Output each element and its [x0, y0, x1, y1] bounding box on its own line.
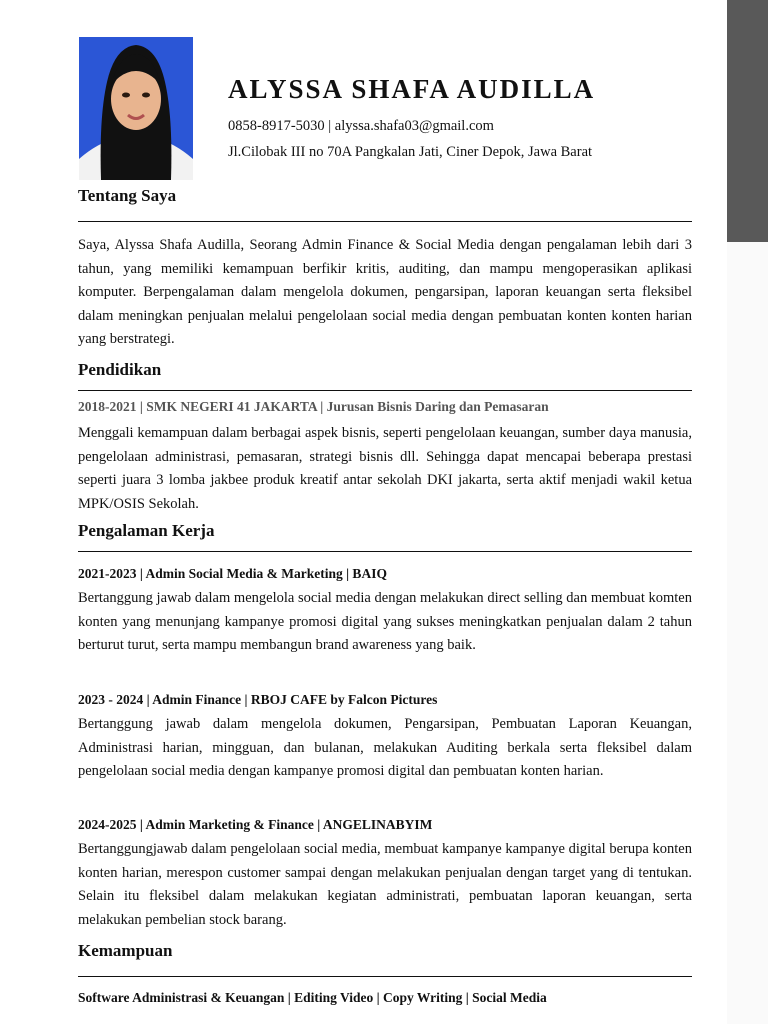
address-line: Jl.Cilobak III no 70A Pangkalan Jati, Ciner Depok, Jawa Barat [228, 144, 593, 160]
full-name: ALYSSA SHAFA AUDILLA [228, 74, 596, 104]
profile-photo [79, 37, 193, 180]
section-title-skills: Kemampuan [78, 941, 173, 960]
scrollbar[interactable] [727, 0, 768, 1024]
job-description: Bertanggung jawab dalam mengelola social media dengan melakukan direct selling dan membuat komten konten yang menunjang kampanye promosi digital yang sukses meningkatkan penjualan dalam 2 tahun berturut turut, serta mampu membangun brand awareness yang baik. [78, 590, 692, 653]
section-title-experience: Pengalaman Kerja [78, 521, 215, 540]
job-heading: 2021-2023 | Admin Social Media & Marketing | BAIQ [78, 566, 387, 581]
about-text: Saya, Alyssa Shafa Audilla, Seorang Admin Finance & Social Media dengan pengalaman lebih dari 3 tahun, yang memiliki kemampuan berfikir kritis, auditing, dan mampu mengoperasikan aplikasi komputer. Berpengalaman dalam mengelola dokumen, pengarsipan, laporan keuangan serta fleksibel dalam meningkan penjualan melalui pengelolaan social media dengan pembuatan konten konten harian yang berstrategi. [78, 237, 692, 347]
education-text: Menggali kemampuan dalam berbagai aspek bisnis, seperti pengelolaan keuangan, sumber daya manusia, pengelolaan administrasi, pemasaran, strategi bisnis dll. Sehingga dapat mencapai beberapa prestasi seperti juara 3 lomba jakbee produk kreatif antar sekolah DKI jakarta, serta aktif menjadi wakil ketua MPK/OSIS Sekolah. [78, 425, 692, 512]
section-title-about: Tentang Saya [78, 186, 177, 205]
job-heading: 2023 - 2024 | Admin Finance | RBOJ CAFE by Falcon Pictures [78, 692, 438, 707]
contact-line: 0858-8917-5030 | alyssa.shafa03@gmail.com [228, 118, 494, 134]
education-heading: 2018-2021 | SMK NEGERI 41 JAKARTA | Jurusan Bisnis Daring dan Pemasaran [78, 399, 549, 414]
scrollbar-thumb[interactable] [727, 0, 768, 242]
job-description: Bertanggungjawab dalam pengelolaan social media, membuat kampanye kampanye digital berupa konten konten harian, merespon customer sampai dengan melakukan penjualan dengan target yang di tentukan. Selain itu fleksibel dalam melakukan kegiatan administrati, pembuatan laporan keuangan, serta melakukan pembelian stock barang. [78, 841, 692, 928]
section-title-education: Pendidikan [78, 360, 162, 379]
divider [78, 551, 692, 552]
skills-list: Software Administrasi & Keuangan | Editing Video | Copy Writing | Social Media [78, 990, 547, 1005]
divider [78, 221, 692, 222]
divider [78, 976, 692, 977]
divider [78, 390, 692, 391]
job-description: Bertanggung jawab dalam mengelola dokumen, Pengarsipan, Pembuatan Laporan Keuangan, Administrasi harian, mingguan, dan bulanan, melakukan Auditing berkala serta fleksibel dalam pengelolaan social media dengan kampanye promosi digital dan pembuatan konten harian. [78, 716, 692, 779]
job-heading: 2024-2025 | Admin Marketing & Finance | ANGELINABYIM [78, 817, 433, 832]
